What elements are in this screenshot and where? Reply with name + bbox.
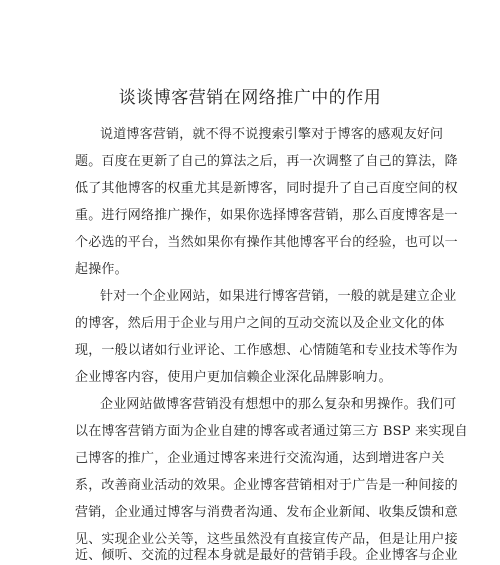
paragraph-3-line-3: 己博客的推广，企业通过博客来进行交流沟通，达到增进客户关 [75, 451, 445, 466]
paragraph-3-line-4: 系，改善商业活动的效果。企业博客营销相对于广告是一种间接的 [75, 478, 458, 493]
paragraph-2-line-3: 现，一般以诸如行业评论、工作感想、心情随笔和专业技术等作为 [75, 343, 458, 358]
document-title: 谈谈博客营销在网络推广中的作用 [118, 88, 382, 108]
paragraph-2-line-1: 针对一个企业网站，如果进行博客营销，一般的就是建立企业 [100, 289, 457, 304]
paragraph-3-line-6: 见、实现企业公关等，这些虽然没有直接宣传产品，但是让用户接 [75, 532, 458, 547]
paragraph-1-line-4: 重。进行网络推广操作，如果你选择博客营销，那么百度博客是一 [75, 208, 458, 223]
paragraph-1-line-6: 起操作。 [75, 262, 128, 277]
paragraph-3-line-7: 近、倾听、交流的过程本身就是最好的营销手段。企业博客与企业 [75, 548, 458, 563]
paragraph-2-line-2: 的博客，然后用于企业与用户之间的互动交流以及企业文化的体 [75, 316, 445, 331]
paragraph-3-line-5: 营销，企业通过博客与消费者沟通、发布企业新闻、收集反馈和意 [75, 505, 458, 520]
paragraph-3-line-1: 企业网站做博客营销没有想想中的那么复杂和男操作。我们可 [100, 397, 457, 412]
paragraph-2-line-4: 企业博客内容，使用户更加信赖企业深化品牌影响力。 [75, 370, 392, 385]
paragraph-3-line-2: 以在博客营销方面为企业自建的博客或者通过第三方 BSP 来实现自 [75, 424, 468, 439]
paragraph-1-line-1: 说道博客营销，就不得不说搜索引擎对于博客的感观友好问 [100, 127, 444, 142]
paragraph-1-line-3: 低了其他博客的权重尤其是新博客，同时提升了自己百度空间的权 [75, 181, 458, 196]
paragraph-1-line-5: 个必选的平台，当然如果你有操作其他博客平台的经验，也可以一 [75, 235, 458, 250]
paragraph-1-line-2: 题。百度在更新了自己的算法之后，再一次调整了自己的算法，降 [75, 154, 458, 169]
